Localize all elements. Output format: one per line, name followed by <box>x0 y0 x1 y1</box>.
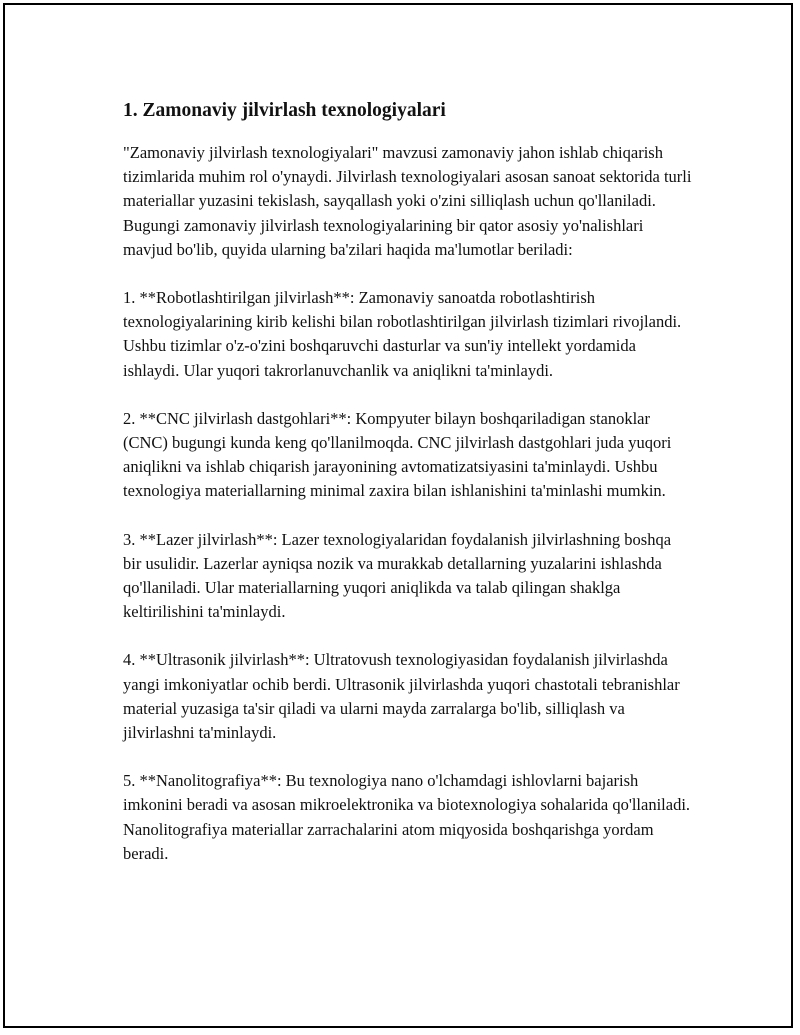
paragraph-ultrasonic-polishing: 4. **Ultrasonik jilvirlash**: Ultratovush texnologiyasidan foydalanish jilvirlashda yangi imkoniyatlar ochib berdi. Ultrasonik jilvirlashda yuqori chastotali tebranishlar material yuzasiga ta'sir qiladi va ularni mayda zarralarga bo'lib, silliqlash va jilvirlashni ta'minlaydi. <box>123 650 680 743</box>
paragraph-robotic-polishing: 1. **Robotlashtirilgan jilvirlash**: Zamonaviy sanoatda robotlashtirish texnologiyalarining kirib kelishi bilan robotlashtirilgan jilvirlash tizimlari rivojlandi. Ushbu tizimlar o'z-o'zini boshqaruvchi dasturlar va sun'iy intellekt yordamida ishlaydi. Ular yuqori takrorlanuvchanlik va aniqlikni ta'minlaydi. <box>123 288 682 380</box>
paragraph-nanolithography: 5. **Nanolitografiya**: Bu texnologiya nano o'lchamdagi ishlovlarni bajarish imkonini beradi va asosan mikroelektronika va biotexnologiya sohalarida qo'llaniladi. Nanolitografiya materiallar zarrachalarini atom miqyosida boshqarishga yordam beradi. <box>123 771 691 863</box>
paragraph-laser-polishing: 3. **Lazer jilvirlash**: Lazer texnologiyalaridan foydalanish jilvirlashning boshqa bir usulidir. Lazerlar ayniqsa nozik va murakkab detallarning yuzalarini ishlashda qo'llaniladi. Ular materiallarning yuqori aniqlikda va talab qilingan shaklga keltirilishini ta'minlaydi. <box>123 529 672 622</box>
document-title: 1. Zamonaviy jilvirlash texnologiyalari <box>123 100 446 121</box>
paragraph-cnc-polishing: 2. **CNC jilvirlash dastgohlari**: Kompyuter bilayn boshqariladigan stanoklar (CNC) bugungi kunda keng qo'llanilmoqda. CNC jilvirlash dastgohlari juda yuqori aniqlikni va ishlab chiqarish jarayonining avtomatizatsiyasini ta'minlaydi. Ushbu texnologiya materiallarning minimal zaxira bilan ishlanishini ta'minlashi mumkin. <box>123 408 672 501</box>
page-frame <box>3 3 793 1028</box>
document-body <box>123 97 693 890</box>
intro-paragraph: "Zamonaviy jilvirlash texnologiyalari" mavzusi zamonaviy jahon ishlab chiqarish tizimlarida muhim rol o'ynaydi. Jilvirlash texnologiyalari asosan sanoat sektorida turli materiallar yuzasini tekislash, sayqallash yoki o'zini silliqlash uchun qo'llaniladi. Bugungi zamonaviy jilvirlash texnologiyalarining bir qator asosiy yo'nalishlari mavjud bo'lib, quyida ularning ba'zilari haqida ma'lumotlar beriladi: <box>123 143 692 259</box>
